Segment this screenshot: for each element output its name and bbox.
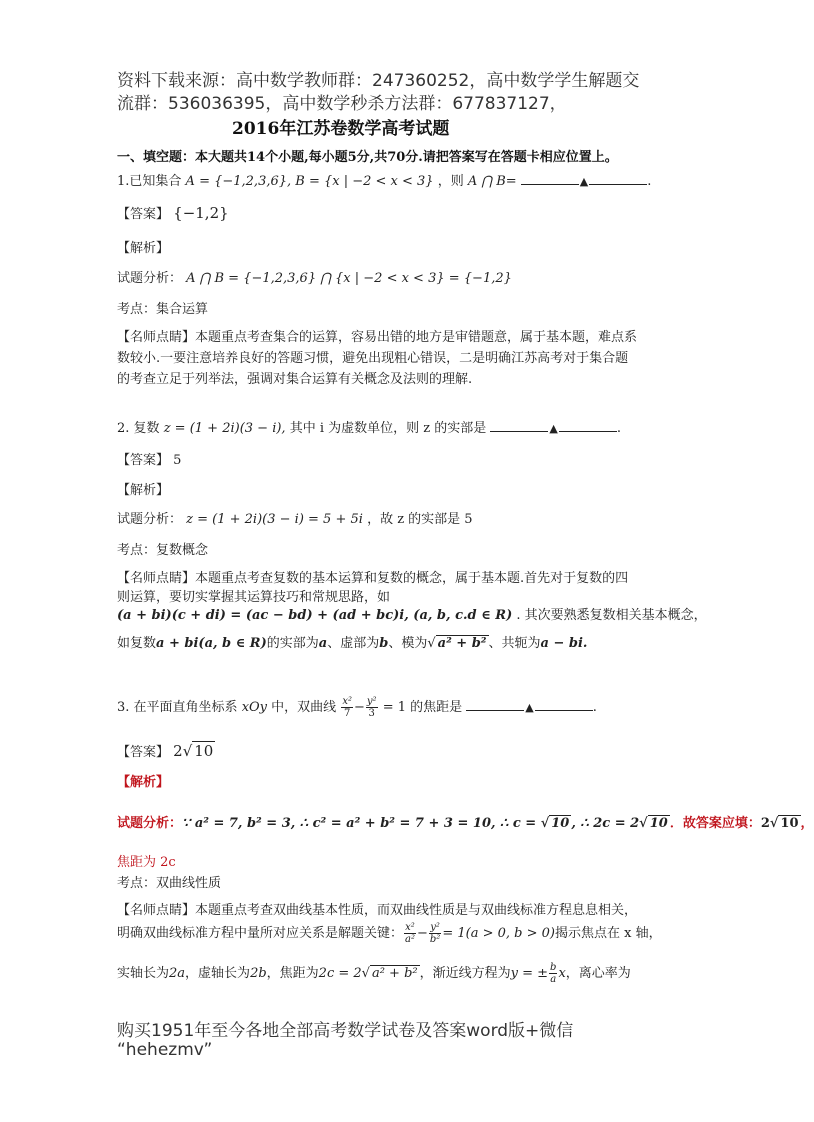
triangle-icon: ▲: [525, 701, 534, 714]
q2-analysis-label: 【解析】: [117, 483, 170, 498]
frac-den: a²: [405, 934, 415, 945]
q2-comment-line4: 如复数a + bi(a, b ∈ R)的实部为a、虚部为b、模为√ a² + b² 、共轭为a − bi.: [117, 636, 588, 651]
q3-eq: = 1: [382, 700, 406, 715]
q1-comment-line3: 的考查立足于列举法，强调对集合运算有关概念及法则的理解.: [117, 372, 473, 387]
frac-den: b²: [429, 934, 441, 945]
footer-line-1: 购买1951年至今各地全部高考数学试卷及答案word版+微信: [117, 1021, 574, 1041]
triangle-icon: ▲: [579, 175, 589, 188]
answer-blank: [589, 172, 647, 185]
q2-c4-d: 、模为: [388, 636, 428, 651]
q3-c3-c: ，焦距为: [266, 966, 319, 981]
footer-line-2: “hehezmv”: [117, 1040, 213, 1060]
analysis-ans-coef: 2: [760, 816, 770, 831]
answer-value: {−1,2}: [173, 204, 229, 222]
q2-comment-line3: [117, 604, 707, 623]
source-line-2: 流群：536036395，高中数学秒杀方法群：677837127，: [117, 94, 567, 114]
q3-comment-line1: 【名师点睛】本题重点考查双曲线基本性质，而双曲线性质是与双曲线标准方程息息相关，: [117, 903, 638, 918]
analysis-expr-2: , ∴ 2c = 2: [571, 816, 640, 831]
complex-number-expr: a + bi(a, b ∈ R): [156, 636, 267, 651]
analysis-radicand: 10: [551, 816, 570, 831]
fraction-y2-b2: [429, 922, 441, 945]
q3-stem-a: 3. 在平面直角坐标系: [117, 700, 238, 715]
q1-stem-b: ，则: [437, 174, 464, 189]
q2-comment-line1: 【名师点睛】本题重点考查复数的基本运算和复数的概念，属于基本题.首先对于复数的四: [117, 571, 629, 586]
analysis-expr: A ⋂ B = {−1,2,3,6} ⋂ {x | −2 < x < 3} = {−1,2}: [186, 271, 512, 286]
frac-den: a: [550, 974, 557, 985]
analysis-expr: z = (1 + 2i)(3 − i) = 5 + 5i: [186, 512, 363, 527]
fraction-x2-7: [341, 696, 353, 719]
q3-c3-b: ，虚轴长为: [185, 966, 251, 981]
q2-c4-c: 、虚部为: [327, 636, 380, 651]
q3-kaodian: 考点：双曲线性质: [117, 876, 222, 891]
fraction-x2-a2: [404, 922, 416, 945]
real-part-var: a: [318, 636, 328, 651]
q1-comment-line2: 数较小.一要注意培养良好的答题习惯，避免出现粗心错误，二是明确江苏高考对于集合题: [117, 351, 629, 366]
q3-comment-line2: 明确双曲线标准方程中量所对应关系是解题关键： $\frac{\text{x²}}{\text{a²}}$ − $\frac{\text{y²}}{\text{b²}}$ = 1(a > 0, b > 0)揭示焦点在 x 轴，: [117, 922, 662, 945]
q3-analysis: 试题分析：∵ a² = 7, b² = 3, ∴ c² = a² + b² = 7 + 3 = 10, ∴ c = √ 10 , ∴ 2c = 2√ 10 ．故答案应填：2√ 10 ，: [117, 816, 814, 831]
answer-blank: [466, 698, 524, 711]
q1-stem-sets: A = {−1,2,3,6}, B = {x | −2 < x < 3}: [185, 174, 434, 189]
q3-xoy: xOy: [241, 700, 268, 715]
q3-stem-b: 中，双曲线: [271, 700, 337, 715]
answer-label: 【答案】: [117, 453, 170, 468]
q1-kaodian: 考点：集合运算: [117, 302, 209, 317]
q1-comment-line1: 【名师点睛】本题重点考查集合的运算，容易出错的地方是审错题意，属于基本题，难点系: [117, 330, 638, 345]
q2-comment-line2: 则运算，要切实掌握其运算技巧和常规思路，如: [117, 590, 391, 605]
triangle-icon: ▲: [549, 422, 558, 435]
q3-c3-e: ，离心率为: [565, 966, 631, 981]
source-line-1: 资料下载来源：高中数学教师群：247360252，高中数学学生解题交: [117, 71, 640, 91]
analysis-ans-radicand: 10: [780, 816, 799, 831]
frac-den: 3: [368, 708, 375, 719]
q1-analysis-label: 【解析】: [117, 241, 170, 256]
analysis-comma: ，: [800, 816, 814, 831]
analysis-suffix: ．故答案应填：: [669, 816, 761, 831]
q3-c3-a: 实轴长为: [117, 966, 170, 981]
asymptote-expr: y = ±: [510, 966, 549, 981]
q3-c2-eq: = 1(a > 0, b > 0): [442, 926, 555, 941]
fraction-b-a: [549, 962, 557, 985]
answer-label: 【答案】: [117, 207, 170, 222]
q1-answer: [117, 203, 229, 222]
fraction-y2-3: [366, 696, 378, 719]
frac-num: x²: [342, 696, 352, 707]
imag-axis-expr: 2b: [250, 966, 267, 981]
modulus-radicand: a² + b²: [437, 636, 487, 651]
answer-coef: 2: [173, 742, 183, 760]
analysis-expr-1: ∵ a² = 7, b² = 3, ∴ c² = a² + b² = 7 + 3 = 10, ∴ c =: [182, 816, 541, 831]
analysis-suffix: ，故 z 的实部是 5: [367, 512, 473, 527]
conjugate-expr: a − bi.: [540, 636, 588, 651]
q3-c2-a: 明确双曲线标准方程中量所对应关系是解题关键：: [117, 926, 404, 941]
page-title: 2016年江苏卷数学高考试题: [232, 119, 450, 139]
answer-radicand: 10: [194, 742, 214, 760]
q2-c4-a: 如复数: [117, 636, 157, 651]
analysis-prefix: 试题分析：: [117, 271, 183, 286]
frac-num: y²: [430, 922, 440, 933]
q2-kaodian: 考点：复数概念: [117, 543, 209, 558]
answer-value: 5: [173, 453, 182, 468]
focal-radicand: a² + b²: [371, 966, 418, 981]
q2-analysis: [117, 508, 473, 527]
frac-den: 7: [343, 708, 351, 719]
section-heading: 一、填空题：本大题共14个小题,每小题5分,共70分.请把答案写在答题卡相应位置上。: [117, 150, 618, 165]
answer-blank: [535, 698, 593, 711]
question-3: 3. 在平面直角坐标系 xOy 中，双曲线 $\frac{\text{x²}}{7}$ − $\frac{\text{y²}}{3}$ = 1 的焦距是 ▲ .: [117, 696, 597, 719]
q3-focal-length: 焦距为 2c: [117, 855, 176, 870]
imag-part-var: b: [379, 636, 389, 651]
answer-blank: [559, 419, 617, 432]
answer-value: 2√ 10: [173, 742, 214, 760]
q3-answer: [117, 741, 215, 760]
answer-blank: [521, 172, 579, 185]
q3-stem-c: 的焦距是: [410, 700, 463, 715]
real-axis-expr: 2a: [169, 966, 186, 981]
frac-num: x²: [405, 922, 415, 933]
q3-analysis-label: 【解析】: [117, 775, 170, 790]
frac-num: y²: [366, 696, 377, 707]
analysis-prefix: 试题分析：: [117, 816, 183, 831]
q3-c2-b: 揭示焦点在 x 轴，: [554, 926, 662, 941]
answer-blank: [490, 419, 548, 432]
q1-analysis: [117, 267, 512, 286]
q1-stem-a: 1.已知集合: [117, 174, 182, 189]
frac-num: b: [550, 962, 557, 973]
q2-c4-e: 、共轭为: [488, 636, 541, 651]
complex-mult-formula: (a + bi)(c + di) = (ac − bd) + (ad + bc)i, (a, b, c.d ∈ R): [117, 608, 513, 623]
asymptote-x: x: [558, 966, 566, 981]
q3-c3-d: ，渐近线方程为: [419, 966, 511, 981]
analysis-prefix: 试题分析：: [117, 512, 183, 527]
q3-comment-line3: 实轴长为2a，虚轴长为2b，焦距为2c = 2√ a² + b² ，渐近线方程为y = ± $\frac{b}{a}$ x，离心率为: [117, 962, 631, 985]
question-2: 2. 复数 z = (1 + 2i)(3 − i), 其中 i 为虚数单位，则 z 的实部是 ▲ .: [117, 421, 621, 436]
q2-stem-a: 2. 复数: [117, 421, 160, 436]
focal-expr: 2c = 2: [318, 966, 362, 981]
answer-label: 【答案】: [117, 745, 170, 760]
q2-stem-expr: z = (1 + 2i)(3 − i),: [163, 421, 286, 436]
question-1: 1.已知集合 A = {−1,2,3,6}, B = {x | −2 < x < 3} ，则 A ⋂ B= ▲ .: [117, 174, 652, 189]
analysis-radicand: 10: [649, 816, 668, 831]
q2-c4-b: 的实部为: [266, 636, 319, 651]
q2-comment3-text: . 其次要熟悉复数相关基本概念，: [516, 608, 707, 623]
q2-stem-b: 其中 i 为虚数单位，则 z 的实部是: [289, 421, 487, 436]
q1-stem-expr: A ⋂ B=: [467, 174, 517, 189]
q2-answer: [117, 449, 181, 468]
